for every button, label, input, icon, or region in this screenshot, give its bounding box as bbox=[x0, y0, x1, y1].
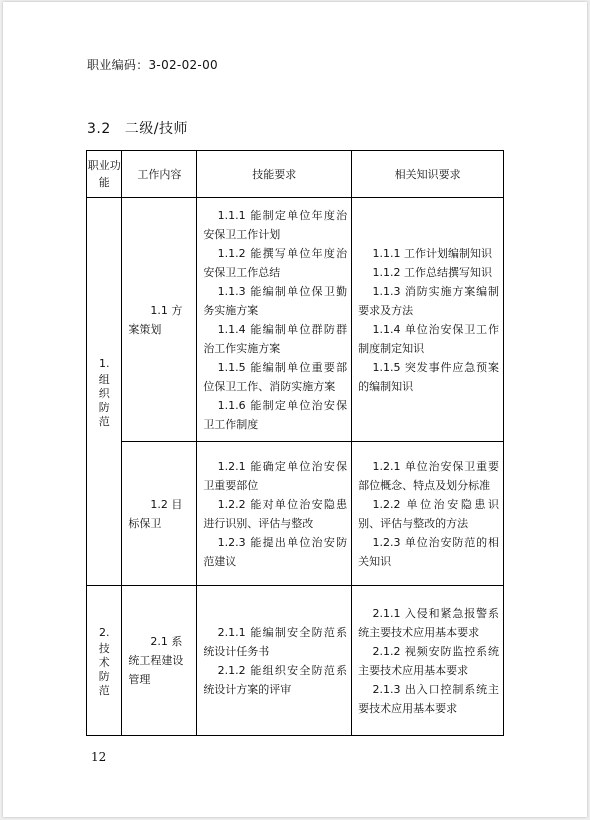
content-text: 1.2 目标保卫 bbox=[128, 497, 183, 530]
function-name: 技术防范 bbox=[98, 642, 110, 697]
skill-item: 1.1.1 能制定单位年度治安保卫工作计划 bbox=[203, 208, 348, 241]
table-row bbox=[87, 198, 504, 442]
skill-item: 1.1.4 能编制单位群防群治工作实施方案 bbox=[203, 322, 348, 355]
section-number: 3.2 bbox=[87, 121, 111, 137]
header-content: 工作内容 bbox=[122, 151, 197, 198]
knowledge-item: 1.2.3 单位治安防范的相关知识 bbox=[358, 535, 499, 568]
knowledge-item: 1.2.2 单位治安隐患识别、评估与整改的方法 bbox=[358, 497, 499, 530]
skill-item: 1.1.3 能编制单位保卫勤务实施方案 bbox=[203, 284, 348, 317]
content-text: 1.1 方案策划 bbox=[128, 303, 183, 336]
header-knowledge: 相关知识要求 bbox=[352, 151, 504, 198]
knowledge-item: 2.1.3 出入口控制系统主要技术应用基本要求 bbox=[358, 682, 499, 715]
skill-item: 1.1.6 能制定单位治安保卫工作制度 bbox=[203, 398, 348, 431]
skills-cell bbox=[197, 586, 352, 736]
occupation-code: 职业编码：3-02-02-00 bbox=[87, 58, 218, 72]
header-skills: 技能要求 bbox=[197, 151, 352, 198]
skill-item: 2.1.2 能组织安全防范系统设计方案的评审 bbox=[203, 663, 348, 696]
function-number: 1. bbox=[98, 357, 110, 370]
skill-item: 1.2.2 能对单位治安隐患进行识别、评估与整改 bbox=[203, 497, 348, 530]
section-heading bbox=[87, 118, 188, 138]
content-cell bbox=[122, 198, 197, 442]
knowledge-item: 1.1.2 工作总结撰写知识 bbox=[372, 265, 492, 279]
content-cell bbox=[122, 442, 197, 586]
header-function: 职业功能 bbox=[87, 151, 122, 198]
section-title: 二级/技师 bbox=[124, 121, 188, 137]
skill-item: 1.1.5 能编制单位重要部位保卫工作、消防实施方案 bbox=[203, 360, 348, 393]
function-number: 2. bbox=[98, 626, 110, 639]
knowledge-item: 2.1.1 入侵和紧急报警系统主要技术应用基本要求 bbox=[358, 606, 499, 639]
skills-cell bbox=[197, 198, 352, 442]
document-page bbox=[3, 2, 587, 817]
knowledge-cell bbox=[352, 442, 504, 586]
skill-item: 1.2.1 能确定单位治安保卫重要部位 bbox=[203, 459, 348, 492]
function-cell bbox=[87, 198, 122, 586]
function-cell bbox=[87, 586, 122, 736]
knowledge-cell bbox=[352, 198, 504, 442]
knowledge-cell bbox=[352, 586, 504, 736]
content-cell bbox=[122, 586, 197, 736]
knowledge-item: 1.2.1 单位治安保卫重要部位概念、特点及划分标准 bbox=[358, 459, 499, 492]
knowledge-item: 1.1.5 突发事件应急预案的编制知识 bbox=[358, 360, 499, 393]
skill-item: 1.1.2 能撰写单位年度治安保卫工作总结 bbox=[203, 246, 348, 279]
skills-table bbox=[86, 150, 504, 736]
table-header-row bbox=[87, 151, 504, 198]
function-name: 组织防范 bbox=[98, 373, 110, 428]
skill-item: 1.2.3 能提出单位治安防范建议 bbox=[203, 535, 348, 568]
page-number: 12 bbox=[91, 750, 107, 764]
knowledge-item: 1.1.4 单位治安保卫工作制度制定知识 bbox=[358, 322, 499, 355]
table-row bbox=[87, 586, 504, 736]
skill-item: 2.1.1 能编制安全防范系统设计任务书 bbox=[203, 625, 348, 658]
knowledge-item: 1.1.3 消防实施方案编制要求及方法 bbox=[358, 284, 499, 317]
knowledge-item: 1.1.1 工作计划编制知识 bbox=[372, 246, 492, 260]
table-row bbox=[87, 442, 504, 586]
content-text: 2.1 系统工程建设管理 bbox=[128, 635, 184, 686]
skills-cell bbox=[197, 442, 352, 586]
knowledge-item: 2.1.2 视频安防监控系统主要技术应用基本要求 bbox=[358, 644, 499, 677]
